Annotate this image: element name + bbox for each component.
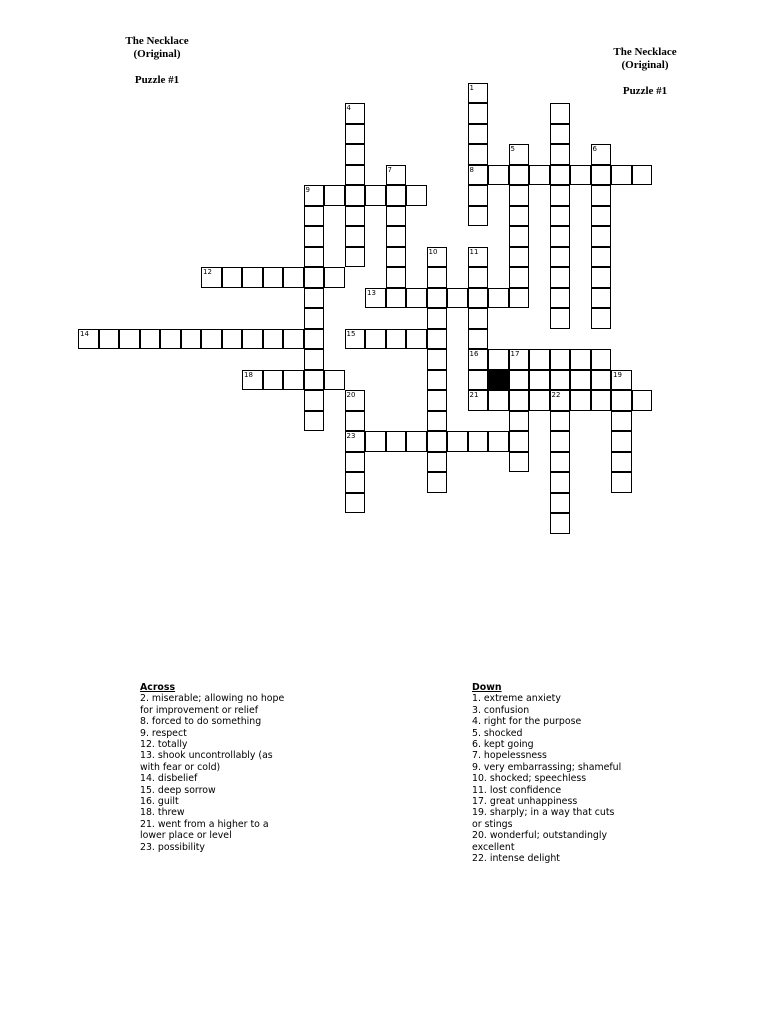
grid-cell[interactable] (488, 288, 509, 309)
grid-cell[interactable] (345, 452, 366, 473)
grid-cell[interactable] (591, 185, 612, 206)
grid-cell[interactable] (550, 288, 571, 309)
grid-cell[interactable] (304, 329, 325, 350)
across-clue: 23. possibility (140, 841, 205, 853)
grid-cell[interactable] (78, 329, 99, 350)
grid-cell[interactable] (324, 267, 345, 288)
grid-cell[interactable] (468, 349, 489, 370)
grid-cell[interactable] (345, 493, 366, 514)
black-cell (488, 370, 509, 391)
grid-cell[interactable] (365, 431, 386, 452)
grid-cell[interactable] (550, 370, 571, 391)
grid-cell[interactable] (488, 349, 509, 370)
header-right-puzzle: Puzzle #1 (622, 85, 668, 97)
grid-cell[interactable] (99, 329, 120, 350)
clue-number: 13 (367, 288, 376, 297)
clue-number: 12 (203, 268, 212, 276)
grid-cell[interactable] (304, 370, 325, 391)
clue-number: 15 (346, 329, 356, 338)
down-clue: 19. sharply; in a way that cuts or stings (472, 807, 615, 830)
across-clue: 8. forced to do something (140, 716, 262, 728)
grid-cell[interactable] (570, 370, 591, 391)
down-clue: 17. great unhappiness (472, 796, 578, 808)
grid-cell[interactable] (427, 267, 448, 288)
grid-cell[interactable] (447, 288, 468, 309)
grid-cell[interactable] (242, 329, 263, 350)
grid-cell[interactable] (427, 308, 448, 329)
grid-cell[interactable] (529, 349, 550, 370)
header-left-puzzle: Puzzle #1 (134, 74, 180, 86)
grid-cell[interactable] (345, 390, 366, 411)
down-clue: 1. extreme anxiety (472, 693, 561, 705)
grid-cell[interactable] (468, 247, 489, 268)
grid-cell[interactable] (632, 165, 653, 186)
across-clue: 13. shook uncontrollably (as with fear or cold) (140, 750, 273, 773)
across-clue: 12. totally (140, 739, 188, 751)
grid-cell[interactable] (468, 370, 489, 391)
down-clue-list (472, 693, 652, 864)
across-clue-list (140, 693, 320, 853)
down-heading: Down (472, 682, 502, 693)
grid-cell[interactable] (242, 370, 263, 391)
clue-number: 7 (387, 165, 392, 174)
grid-cell[interactable] (304, 288, 325, 309)
grid-cell[interactable] (345, 144, 366, 165)
grid-cell[interactable] (468, 267, 489, 288)
grid-cell[interactable] (386, 206, 407, 227)
clue-number: 4 (346, 104, 351, 112)
grid-cell[interactable] (468, 165, 489, 186)
grid-cell[interactable] (529, 390, 550, 411)
down-clue: 22. intense delight (472, 853, 560, 865)
grid-cell[interactable] (468, 288, 489, 309)
grid-cell[interactable] (509, 349, 530, 370)
grid-cell[interactable] (365, 185, 386, 206)
grid-cell[interactable] (345, 431, 366, 452)
grid-cell[interactable] (529, 370, 550, 391)
grid-cell[interactable] (570, 390, 591, 411)
grid-cell[interactable] (632, 390, 653, 411)
grid-cell[interactable] (386, 185, 407, 206)
grid-cell[interactable] (550, 165, 571, 186)
grid-cell[interactable] (550, 431, 571, 452)
clue-number: 21 (469, 391, 479, 399)
down-clue: 11. lost confidence (472, 784, 562, 796)
grid-cell[interactable] (509, 165, 530, 186)
grid-cell[interactable] (345, 185, 366, 206)
grid-cell[interactable] (427, 390, 448, 411)
grid-cell[interactable] (427, 472, 448, 493)
grid-cell[interactable] (427, 431, 448, 452)
grid-cell[interactable] (591, 226, 612, 247)
across-clues (140, 682, 320, 853)
grid-cell[interactable] (550, 144, 571, 165)
grid-cell[interactable] (550, 124, 571, 145)
clue-number: 17 (510, 350, 520, 358)
grid-cell[interactable] (345, 247, 366, 268)
grid-cell[interactable] (591, 370, 612, 391)
grid-cell[interactable] (304, 206, 325, 227)
grid-cell[interactable] (591, 144, 612, 165)
grid-cell[interactable] (283, 370, 304, 391)
grid-cell[interactable] (611, 165, 632, 186)
grid-cell[interactable] (427, 349, 448, 370)
grid-cell[interactable] (509, 411, 530, 432)
grid-cell[interactable] (550, 308, 571, 329)
clue-number: 20 (346, 391, 356, 399)
grid-cell[interactable] (345, 411, 366, 432)
grid-cell[interactable] (447, 431, 468, 452)
grid-cell[interactable] (140, 329, 161, 350)
grid-cell[interactable] (304, 247, 325, 268)
header-right-title: The Necklace (613, 46, 677, 58)
grid-cell[interactable] (550, 103, 571, 124)
grid-cell[interactable] (468, 185, 489, 206)
grid-cell[interactable] (509, 390, 530, 411)
clue-number: 9 (305, 186, 310, 194)
grid-cell[interactable] (304, 226, 325, 247)
grid-cell[interactable] (468, 124, 489, 145)
grid-cell[interactable] (488, 165, 509, 186)
grid-cell[interactable] (427, 247, 448, 268)
grid-cell[interactable] (509, 431, 530, 452)
grid-cell[interactable] (365, 329, 386, 350)
grid-cell[interactable] (550, 185, 571, 206)
down-clue: 7. hopelessness (472, 750, 547, 762)
grid-cell[interactable] (201, 329, 222, 350)
grid-cell[interactable] (345, 165, 366, 186)
down-clue: 3. confusion (472, 704, 530, 716)
grid-cell[interactable] (324, 185, 345, 206)
grid-cell[interactable] (304, 411, 325, 432)
grid-cell[interactable] (591, 349, 612, 370)
grid-cell[interactable] (304, 390, 325, 411)
grid-cell[interactable] (304, 349, 325, 370)
grid-cell[interactable] (345, 206, 366, 227)
grid-cell[interactable] (283, 329, 304, 350)
grid-cell[interactable] (509, 452, 530, 473)
clue-number: 22 (551, 391, 561, 399)
grid-cell[interactable] (509, 226, 530, 247)
down-clue: 6. kept going (472, 739, 534, 751)
grid-cell[interactable] (365, 288, 386, 309)
grid-cell[interactable] (509, 370, 530, 391)
grid-cell[interactable] (160, 329, 181, 350)
header-right-subtitle: (Original) (621, 59, 669, 71)
header-left-title: The Necklace (125, 35, 189, 47)
grid-cell[interactable] (427, 411, 448, 432)
grid-cell[interactable] (345, 103, 366, 124)
clue-number: 18 (244, 370, 253, 379)
grid-cell[interactable] (529, 165, 550, 186)
grid-cell[interactable] (222, 329, 243, 350)
grid-cell[interactable] (550, 493, 571, 514)
grid-cell[interactable] (468, 83, 489, 104)
grid-cell[interactable] (345, 226, 366, 247)
grid-cell[interactable] (570, 165, 591, 186)
grid-cell[interactable] (509, 288, 530, 309)
grid-cell[interactable] (386, 431, 407, 452)
grid-cell[interactable] (386, 247, 407, 268)
grid-cell[interactable] (201, 267, 222, 288)
clue-number: 11 (469, 247, 479, 256)
grid-cell[interactable] (427, 370, 448, 391)
clue-number: 8 (469, 165, 474, 174)
clue-number: 1 (469, 83, 474, 92)
grid-cell[interactable] (345, 472, 366, 493)
grid-cell[interactable] (550, 349, 571, 370)
grid-cell[interactable] (509, 185, 530, 206)
grid-cell[interactable] (488, 431, 509, 452)
grid-cell[interactable] (591, 247, 612, 268)
grid-cell[interactable] (611, 431, 632, 452)
grid-cell[interactable] (550, 247, 571, 268)
across-clue: 18. threw (140, 807, 185, 819)
grid-cell[interactable] (550, 472, 571, 493)
clue-number: 16 (469, 350, 479, 358)
grid-cell[interactable] (386, 165, 407, 186)
grid-cell[interactable] (611, 411, 632, 432)
grid-cell[interactable] (468, 390, 489, 411)
grid-cell[interactable] (263, 329, 284, 350)
grid-cell[interactable] (591, 308, 612, 329)
grid-cell[interactable] (611, 452, 632, 473)
clue-number: 19 (613, 370, 622, 379)
grid-cell[interactable] (468, 431, 489, 452)
grid-cell[interactable] (386, 226, 407, 247)
down-clues (472, 682, 652, 865)
grid-cell[interactable] (345, 329, 366, 350)
grid-cell[interactable] (509, 267, 530, 288)
across-clue: 16. guilt (140, 796, 179, 808)
grid-cell[interactable] (406, 185, 427, 206)
across-clue: 9. respect (140, 727, 187, 739)
grid-cell[interactable] (406, 329, 427, 350)
grid-cell[interactable] (468, 329, 489, 350)
grid-cell[interactable] (263, 267, 284, 288)
grid-cell[interactable] (324, 370, 345, 391)
grid-cell[interactable] (304, 308, 325, 329)
clue-number: 23 (346, 432, 356, 440)
across-clue: 2. miserable; allowing no hope for improvement or relief (140, 693, 285, 716)
clue-number: 14 (80, 329, 89, 338)
grid-cell[interactable] (591, 267, 612, 288)
grid-cell[interactable] (550, 226, 571, 247)
grid-cell[interactable] (386, 267, 407, 288)
grid-cell[interactable] (509, 144, 530, 165)
grid-cell[interactable] (591, 206, 612, 227)
grid-cell[interactable] (611, 370, 632, 391)
grid-cell[interactable] (468, 144, 489, 165)
grid-cell[interactable] (550, 267, 571, 288)
grid-cell[interactable] (283, 267, 304, 288)
grid-cell[interactable] (427, 329, 448, 350)
grid-cell[interactable] (468, 206, 489, 227)
grid-cell[interactable] (488, 390, 509, 411)
grid-cell[interactable] (427, 452, 448, 473)
grid-cell[interactable] (304, 185, 325, 206)
grid-cell[interactable] (181, 329, 202, 350)
grid-cell[interactable] (591, 390, 612, 411)
grid-cell[interactable] (468, 103, 489, 124)
grid-cell[interactable] (611, 472, 632, 493)
across-heading: Across (140, 682, 176, 693)
grid-cell[interactable] (509, 206, 530, 227)
down-clue: 10. shocked; speechless (472, 773, 587, 785)
grid-cell[interactable] (591, 165, 612, 186)
grid-cell[interactable] (345, 124, 366, 145)
across-clue: 14. disbelief (140, 773, 198, 785)
grid-cell[interactable] (591, 288, 612, 309)
header-left-subtitle: (Original) (133, 48, 181, 60)
grid-cell[interactable] (468, 308, 489, 329)
grid-cell[interactable] (570, 349, 591, 370)
grid-cell[interactable] (427, 288, 448, 309)
down-clue: 5. shocked (472, 727, 523, 739)
grid-cell[interactable] (550, 513, 571, 534)
clue-number: 10 (428, 247, 438, 256)
grid-cell[interactable] (304, 267, 325, 288)
down-clue: 20. wonderful; outstandingly excellent (472, 830, 607, 853)
grid-cell[interactable] (386, 329, 407, 350)
grid-cell[interactable] (550, 452, 571, 473)
grid-cell[interactable] (386, 288, 407, 309)
grid-cell[interactable] (119, 329, 140, 350)
grid-cell[interactable] (611, 390, 632, 411)
grid-cell[interactable] (550, 206, 571, 227)
across-clue: 15. deep sorrow (140, 784, 216, 796)
grid-cell[interactable] (509, 247, 530, 268)
grid-cell[interactable] (263, 370, 284, 391)
grid-cell[interactable] (550, 390, 571, 411)
grid-cell[interactable] (242, 267, 263, 288)
down-clue: 4. right for the purpose (472, 716, 582, 728)
clue-number: 5 (510, 145, 515, 153)
grid-cell[interactable] (222, 267, 243, 288)
grid-cell[interactable] (406, 431, 427, 452)
clue-number: 6 (592, 145, 597, 153)
down-clue: 9. very embarrassing; shameful (472, 761, 622, 773)
grid-cell[interactable] (550, 411, 571, 432)
grid-cell[interactable] (406, 288, 427, 309)
across-clue: 21. went from a higher to a lower place or level (140, 818, 269, 842)
